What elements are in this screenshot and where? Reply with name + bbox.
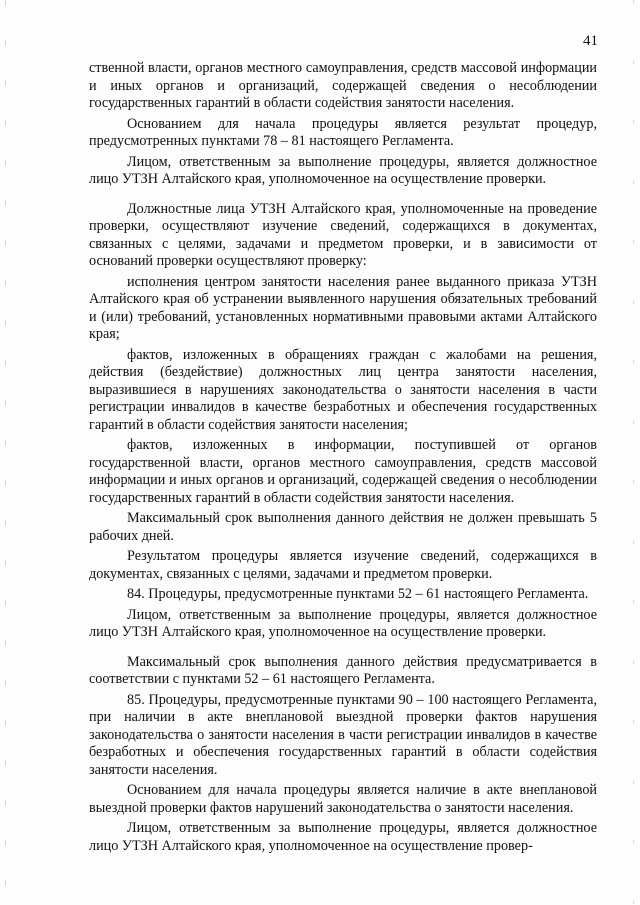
paragraph: Основанием для начала процедуры является результат процедур, предусмотренных пунктами 78 – 81 настоящего Регламента. xyxy=(89,115,597,149)
paragraph: Максимальный срок выполнения данного действия не должен превышать 5 рабочих дней. xyxy=(89,510,597,544)
paragraph: Должностные лица УТЗН Алтайского края, уполномоченные на проведение проверки, осуществляют изучение сведений, содержащихся в документах, связанных с целями, задачами и предметом проверки, и в зависимости от оснований проверки осуществляют проверку: xyxy=(89,200,597,269)
scan-edge-right xyxy=(633,0,634,905)
paragraph: Результатом процедуры является изучение сведений, содержащихся в документах, связанных с целями, задачами и предметом проверки. xyxy=(89,548,597,582)
paragraph: Лицом, ответственным за выполнение процедуры, является должностное лицо УТЗН Алтайского края, уполномоченное на осуществление проверки. xyxy=(89,606,597,640)
paragraph: Лицом, ответственным за выполнение процедуры, является должностное лицо УТЗН Алтайского края, уполномоченное на осуществление проверки. xyxy=(89,153,597,187)
paragraph: 85. Процедуры, предусмотренные пунктами 90 – 100 настоящего Регламента, при наличии в акте внеплановой выездной проверки фактов нарушения законодательства о занятости населения в части регистрации инвалидов в качестве безработных и обеспечения государственных гарантий в области содействия занятости населения. xyxy=(89,691,597,778)
paragraph: фактов, изложенных в информации, поступившей от органов государственной власти, органов местного самоуправления, средств массовой информации и иных органов и организаций, содержащей сведения о несоблюдении государственных гарантий в области содействия занятости населения. xyxy=(89,437,597,506)
paragraph: Основанием для начала процедуры является наличие в акте внеплановой выездной проверки фактов нарушений законодательства о занятости населения. xyxy=(89,782,597,816)
page-number: 41 xyxy=(583,33,598,49)
paragraph: 84. Процедуры, предусмотренные пунктами 52 – 61 настоящего Регламента. xyxy=(127,586,589,602)
document-body xyxy=(89,60,597,855)
paragraph: ственной власти, органов местного самоуправления, средств массовой информации и иных органов и организаций, содержащей сведения о несоблюдении государственных гарантий в области содействия занятости населения. xyxy=(89,60,597,111)
paragraph: исполнения центром занятости населения ранее выданного приказа УТЗН Алтайского края об устранении выявленного нарушения обязательных требований и (или) требований, установленных нормативными правовыми актами Алтайского края; xyxy=(89,273,597,342)
paragraph: фактов, изложенных в обращениях граждан с жалобами на решения, действия (бездействие) должностных лиц центра занятости населения, выразившиеся в нарушениях законодательства о занятости населения в части регистрации инвалидов в качестве безработных и обеспечения государственных гарантий в области содействия занятости населения; xyxy=(89,346,597,433)
paragraph: Максимальный срок выполнения данного действия предусматривается в соответствии с пунктами 52 – 61 настоящего Регламента. xyxy=(89,653,597,687)
scan-edge-left xyxy=(5,0,6,905)
paragraph: Лицом, ответственным за выполнение процедуры, является должностное лицо УТЗН Алтайского края, уполномоченное на осуществление провер- xyxy=(89,820,597,854)
